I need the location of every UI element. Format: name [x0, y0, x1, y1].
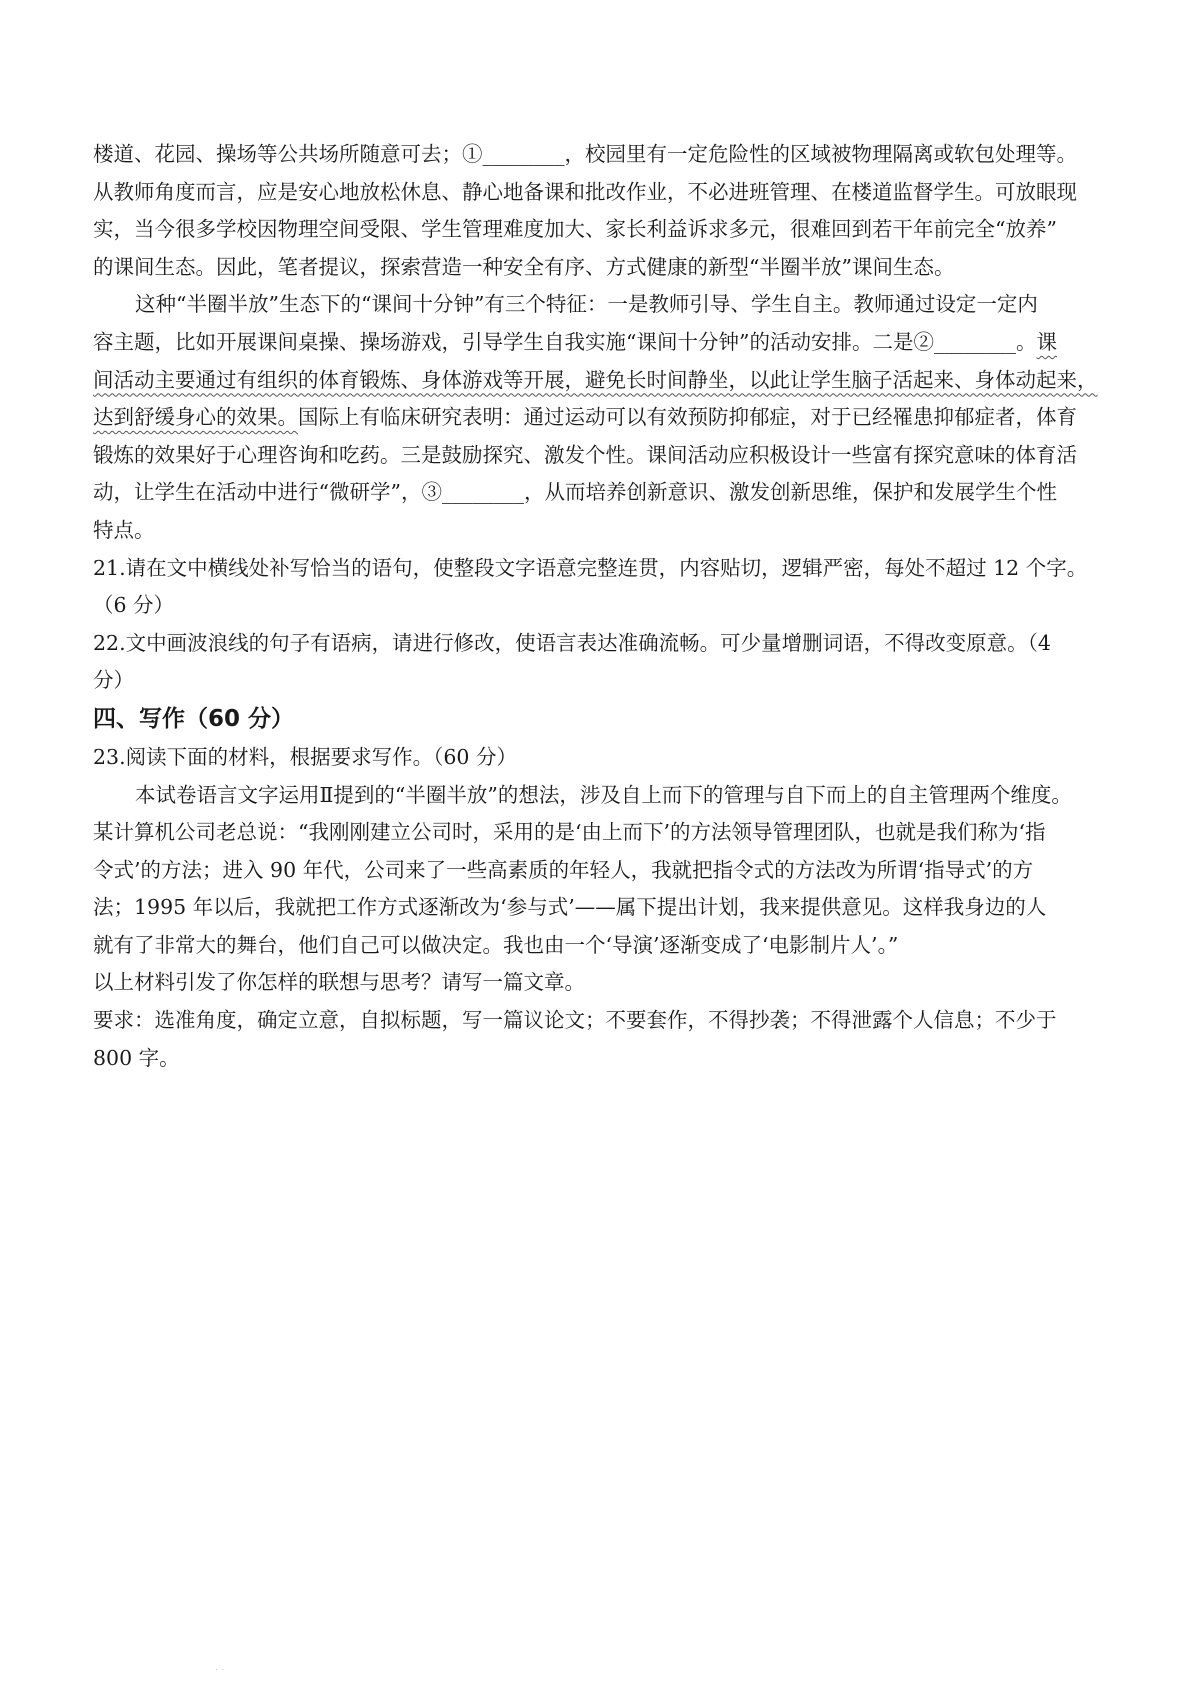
text-line: 令式’的方法；进入 90 年代，公司来了一些高素质的年轻人，我就把指令式的方法改为所谓‘指导式’的方 — [93, 857, 1034, 882]
passage-paragraph-2 — [93, 286, 1113, 549]
passage — [93, 136, 1113, 550]
text-line: 的课间生态。因此，笔者提议，探索营造一种安全有序、方式健康的新型“半圈半放”课间生态。 — [93, 254, 955, 279]
writing-question: 以上材料引发了你怎样的联想与思考？请写一篇文章。 — [93, 970, 585, 995]
wavy-underlined-sentence: 达到舒缓身心的效果。 — [93, 405, 298, 430]
question-22 — [93, 625, 1113, 700]
writing-requirements: 800 字。 — [93, 1045, 180, 1070]
text-line: 法；1995 年以后，我就把工作方式逐渐改为‘参与式’——属下提出计划，我来提供意见。这样我身边的人 — [93, 895, 1047, 920]
text-line: 楼道、花园、操场等公共场所随意可去；①________，校园里有一定危险性的区域被物理隔离或软包处理等。 — [93, 142, 1077, 166]
passage-paragraph-1 — [93, 136, 1113, 286]
question-text: 23.阅读下面的材料，根据要求写作。（60 分） — [93, 744, 517, 769]
text-line — [93, 324, 1113, 362]
text-segment: 容主题，比如开展课间桌操、操场游戏，引导学生自我实施“课间十分钟”的活动安排。二是②________。 — [93, 329, 1037, 354]
wavy-underlined-sentence: 间活动主要通过有组织的体育锻炼、身体游戏等开展，避免长时间静坐，以此让学生脑子活起来、身体动起来， — [93, 367, 1098, 392]
text-line: 这种“半圈半放”生态下的“课间十分钟”有三个特征：一是教师引导、学生自主。教师通过设定一定内 — [135, 292, 1038, 317]
exam-page — [93, 136, 1113, 1077]
footer-mark: · · — [215, 1665, 225, 1676]
text-line: 某计算机公司老总说：“我刚刚建立公司时，采用的是‘由上而下’的方法领导管理团队，也就是我们称为‘指 — [93, 820, 1046, 845]
text-line: 本试卷语言文字运用Ⅱ提到的“半圈半放”的想法，涉及自上而下的管理与自下而上的自主管理两个维度。 — [135, 782, 1072, 807]
text-line: 特点。 — [93, 517, 155, 542]
writing-material — [93, 777, 1113, 965]
text-line: 动，让学生在活动中进行“微研学”，③________，从而培养创新意识、激发创新思维，保护和发展学生个性 — [93, 480, 1057, 505]
text-line — [93, 362, 1113, 400]
text-line: 从教师角度而言，应是安心地放松休息、静心地备课和批改作业，不必进班管理、在楼道监督学生。可放眼现 — [93, 179, 1077, 204]
question-score: 分） — [93, 668, 134, 693]
question-23 — [93, 739, 1113, 1077]
wavy-underlined-sentence: 课 — [1036, 329, 1057, 354]
question-text: 21.请在文中横线处补写恰当的语句，使整段文字语意完整连贯，内容贴切，逻辑严密，每处不超过 12 个字。 — [93, 555, 1088, 580]
text-line: 实，当今很多学校因物理空间受限、学生管理难度加大、家长利益诉求多元，很难回到若干年前完全“放养” — [93, 217, 1057, 242]
writing-requirements: 要求：选准角度，确定立意，自拟标题，写一篇议论文；不要套作，不得抄袭；不得泄露个人信息；不少于 — [93, 1008, 1057, 1033]
section-heading-writing: 四、写作（60 分） — [93, 705, 295, 732]
question-score: （6 分） — [93, 593, 175, 618]
text-line: 锻炼的效果好于心理咨询和吃药。三是鼓励探究、激发个性。课间活动应积极设计一些富有探究意味的体育活 — [93, 442, 1077, 467]
text-line: 就有了非常大的舞台，他们自己可以做决定。我也由一个‘导演’逐渐变成了‘电影制片人’。” — [93, 932, 899, 957]
question-text: 22.文中画波浪线的句子有语病，请进行修改，使语言表达准确流畅。可少量增删词语，不得改变原意。（4 — [93, 630, 1051, 655]
text-line — [93, 399, 1113, 437]
question-21 — [93, 550, 1113, 625]
text-segment: 国际上有临床研究表明：通过运动可以有效预防抑郁症，对于已经罹患抑郁症者，体育 — [298, 405, 1077, 430]
